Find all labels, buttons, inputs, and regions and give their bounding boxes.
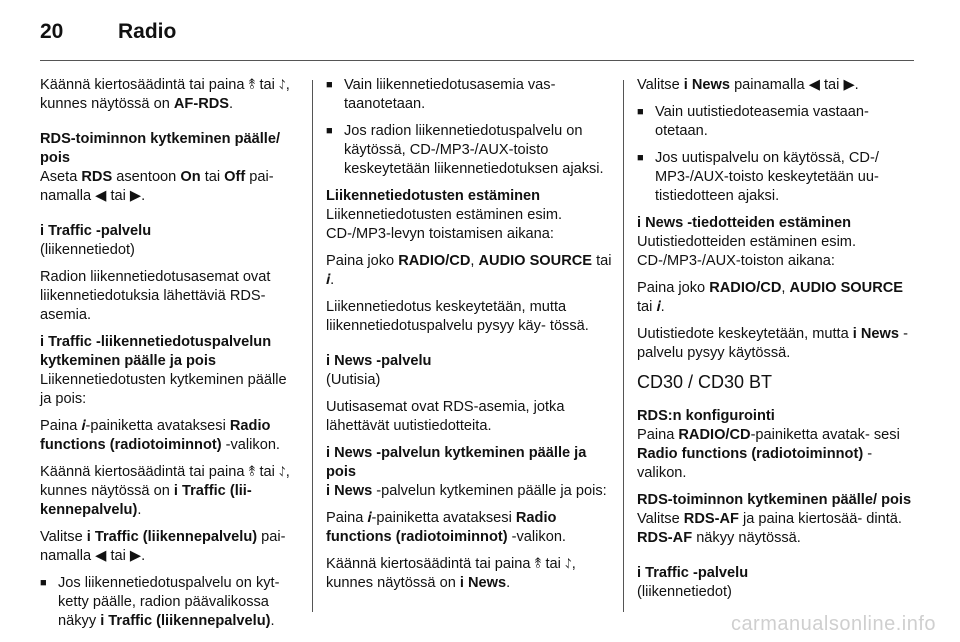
heading-rds-toggle: RDS-toiminnon kytkeminen päälle/ pois <box>637 492 912 508</box>
heading-traffic-service: i Traffic -palvelu <box>40 223 152 239</box>
heading-traffic-on-off: i Traffic -liikennetiedotuspalvelun kytkeminen päälle ja pois <box>40 334 272 369</box>
info-icon: 𝒊 <box>367 510 372 526</box>
seek-down-icon: ⥌ <box>278 464 286 480</box>
paragraph: Valitse RDS-AF ja paina kiertosää- dintä. RDS-AF näkyy näytössä. <box>637 511 902 546</box>
list-item: ■ Jos liikennetiedotuspalvelu on kyt- ketty päälle, radion päävalikossa näkyy i Traffic (liikennepalvelu). <box>40 574 302 631</box>
paragraph: Käännä kiertosäädintä tai paina ⥉ tai ⥌, kunnes näytössä on i News. <box>326 556 576 591</box>
paragraph: Paina RADIO/CD-painiketta avatak- sesi Radio functions (radiotoiminnot) -valikon. <box>637 427 900 481</box>
paragraph: Liikennetiedotus keskeytetään, mutta liikennetiedotuspalvelu pysyy käy- tössä. <box>326 299 589 334</box>
info-icon: 𝒊 <box>656 299 661 315</box>
info-icon: 𝒊 <box>326 272 331 288</box>
paragraph: Paina 𝒊-painiketta avataksesi Radio functions (radiotoiminnot) -valikon. <box>40 418 280 453</box>
paragraph: Uutistiedotteiden estäminen esim. CD-/MP3-/AUX-toiston aikana: <box>637 234 857 269</box>
list-item: ■ Jos radion liikennetiedotuspalvelu on käytössä, CD-/MP3-/AUX-toisto keskeytetään liikennetiedotuksen ajaksi. <box>326 122 612 179</box>
paragraph: Käännä kiertosäädintä tai paina ⥉ tai ⥌, kunnes näytössä on i Traffic (lii- kennepalvelu). <box>40 464 290 518</box>
column-divider-1 <box>312 80 313 612</box>
heading-traffic-block: Liikennetiedotusten estäminen <box>326 188 541 204</box>
section-title: CD30 / CD30 BT <box>637 372 773 392</box>
heading-news-service: i News -palvelu <box>326 353 432 369</box>
seek-up-icon: ⥉ <box>248 464 256 480</box>
paragraph: (Uutisia) <box>326 372 381 388</box>
paragraph: Valitse i News painamalla ◀ tai ▶. <box>637 77 859 93</box>
watermark-text: carmanualsonline.info <box>730 613 936 635</box>
list-item: ■ Jos uutispalvelu on käytössä, CD-/ MP3-/AUX-toisto keskeytetään uu- tistiedotteen ajaksi. <box>637 149 915 206</box>
chapter-title: Radio <box>118 20 177 43</box>
column-divider-2 <box>623 80 624 612</box>
paragraph: Paina joko RADIO/CD, AUDIO SOURCE tai 𝒊. <box>637 280 904 315</box>
heading-rds-toggle: RDS-toiminnon kytkeminen päälle/ pois <box>40 131 281 166</box>
header-rule <box>40 60 914 61</box>
seek-up-icon: ⥉ <box>248 77 256 93</box>
paragraph: i News -palvelun kytkeminen päälle ja pois: <box>326 483 607 499</box>
paragraph: Paina joko RADIO/CD, AUDIO SOURCE tai 𝒊. <box>326 253 612 288</box>
paragraph: Valitse i Traffic (liikennepalvelu) pai- namalla ◀ tai ▶. <box>40 529 286 564</box>
paragraph: (liikennetiedot) <box>40 242 135 258</box>
page-number: 20 <box>40 20 64 43</box>
heading-rds-config: RDS:n konfigurointi <box>637 408 775 424</box>
column-2 <box>326 76 612 601</box>
list-item: ■ Vain liikennetiedotusasemia vas- taanotetaan. <box>326 76 612 114</box>
heading-news-on-off: i News -palvelun kytkeminen päälle ja pois <box>326 445 587 480</box>
column-3 <box>637 76 915 610</box>
paragraph: Käännä kiertosäädintä tai paina ⥉ tai ⥌, kunnes näytössä on AF-RDS. <box>40 77 290 112</box>
list-item: ■ Vain uutistiedoteasemia vastaan- otetaan. <box>637 103 915 141</box>
heading-news-block: i News -tiedotteiden estäminen <box>637 215 852 231</box>
column-1 <box>40 76 302 639</box>
paragraph: Liikennetiedotusten kytkeminen päälle ja pois: <box>40 372 287 407</box>
paragraph: Radion liikennetiedotusasemat ovat liikennetiedotuksia lähettäviä RDS-asemia. <box>40 269 271 323</box>
paragraph: Paina 𝒊-painiketta avataksesi Radio functions (radiotoiminnot) -valikon. <box>326 510 566 545</box>
seek-down-icon: ⥌ <box>564 556 572 572</box>
paragraph: Aseta RDS asentoon On tai Off pai- namalla ◀ tai ▶. <box>40 169 274 204</box>
paragraph: Uutistiedote keskeytetään, mutta i News -palvelu pysyy käytössä. <box>637 326 908 361</box>
info-icon: 𝒊 <box>81 418 86 434</box>
page-header <box>40 18 914 58</box>
seek-down-icon: ⥌ <box>278 77 286 93</box>
heading-traffic-service: i Traffic -palvelu <box>637 565 749 581</box>
paragraph: Uutisasemat ovat RDS-asemia, jotka lähettävät uutistiedotteita. <box>326 399 565 434</box>
paragraph: Liikennetiedotusten estäminen esim. CD-/MP3-levyn toistamisen aikana: <box>326 207 563 242</box>
seek-up-icon: ⥉ <box>534 556 542 572</box>
paragraph: (liikennetiedot) <box>637 584 732 600</box>
